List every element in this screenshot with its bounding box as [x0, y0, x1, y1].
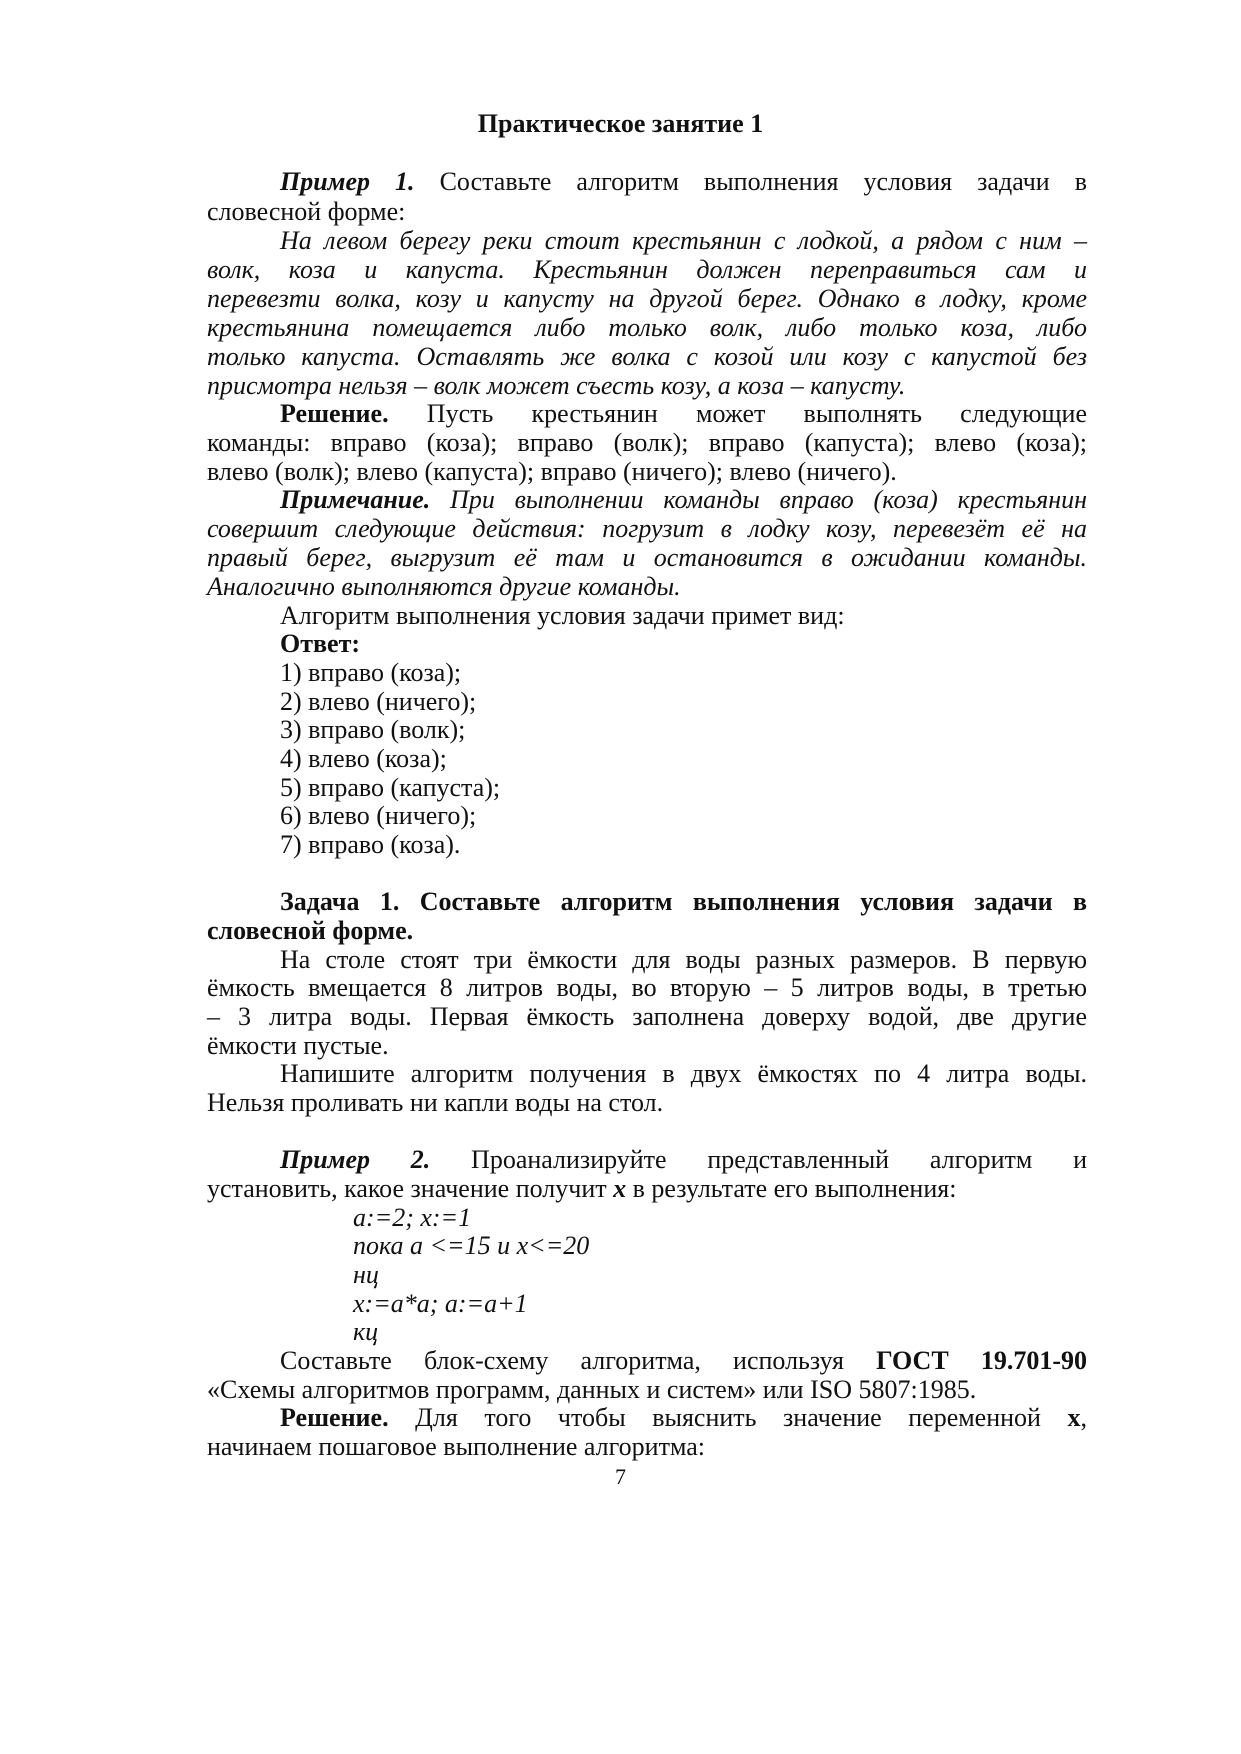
answer-item: 2) влево (ничего); [280, 687, 477, 716]
note-label: Примечание. [280, 485, 431, 514]
condition-line: только капуста. Оставлять же волка с козой или козу с капустой без [207, 342, 1087, 371]
condition-line: На левом берегу реки стоит крестьянин с лодкой, а рядом с ним – [280, 226, 1087, 255]
page-title: Практическое занятие 1 [477, 109, 764, 138]
task1-text: На столе стоят три ёмкости для воды разных размеров. В первую [280, 945, 1087, 974]
task1-text: Нельзя проливать ни капли воды на стол. [207, 1088, 664, 1117]
flowchart-instruction-cont: «Схемы алгоритмов программ, данных и систем» или ISO 5807:1985. [207, 1375, 977, 1404]
solution1-label: Решение. [280, 399, 389, 428]
note-line: Аналогично выполняются другие команды. [207, 572, 681, 601]
note-line: Примечание. При выполнении команды вправо (коза) крестьянин [280, 485, 1087, 514]
condition-line: присмотра нельзя – волк может съесть козу, а коза – капусту. [207, 371, 906, 400]
code-line: пока a <=15 и x<=20 [353, 1231, 590, 1260]
example2-intro: Пример 2. Проанализируйте представленный алгоритм и [280, 1145, 1087, 1174]
task1-text: ёмкости пустые. [207, 1031, 389, 1060]
answer-item: 5) вправо (капуста); [280, 773, 501, 802]
solution1-line: влево (волк); влево (капуста); вправо (ничего); влево (ничего). [207, 457, 897, 486]
solution2-label: Решение. [280, 1403, 389, 1432]
condition-line: крестьянина помещается либо только волк, либо только коза, либо [207, 313, 1087, 342]
code-line: кц [353, 1317, 379, 1346]
solution1-line: Решение. Пусть крестьянин может выполнять следующие [280, 399, 1087, 428]
example1-intro-cont: словесной форме: [207, 197, 406, 226]
task1-text: Напишите алгоритм получения в двух ёмкостях по 4 литра воды. [280, 1059, 1087, 1088]
task1-heading-cont: словесной форме. [207, 916, 414, 945]
note-line: правый берег, выгрузит её там и остановится в ожидании команды. [207, 543, 1087, 572]
solution1-line: команды: вправо (коза); вправо (волк); вправо (капуста); влево (коза); [207, 428, 1087, 457]
gost-reference: ГОСТ 19.701-90 [876, 1346, 1087, 1375]
condition-line: волк, коза и капуста. Крестьянин должен переправиться сам и [207, 255, 1087, 284]
answer-label: Ответ: [280, 629, 361, 658]
answer-item: 1) вправо (коза); [280, 658, 462, 687]
condition-line: перевезти волка, козу и капусту на другой берег. Однако в лодку, кроме [207, 284, 1087, 313]
task1-text: ёмкость вмещается 8 литров воды, во вторую – 5 литров воды, в третью [207, 973, 1087, 1002]
answer-item: 6) влево (ничего); [280, 801, 477, 830]
note-line: совершит следующие действия: погрузит в лодку козу, перевезёт её на [207, 514, 1087, 543]
answer-item: 3) вправо (волк); [280, 715, 466, 744]
page-number: 7 [615, 1464, 626, 1489]
flowchart-instruction: Составьте блок-схему алгоритма, используя ГОСТ 19.701-90 [280, 1346, 1087, 1375]
solution2-line: начинаем пошаговое выполнение алгоритма: [207, 1432, 705, 1461]
task1-text: – 3 литра воды. Первая ёмкость заполнена доверху водой, две другие [207, 1002, 1087, 1031]
example1-intro [280, 166, 1087, 198]
example1-text: Составьте алгоритм выполнения условия задачи в [414, 167, 1087, 196]
answer-item: 7) вправо (коза). [280, 830, 461, 859]
code-line: x:=a*a; a:=a+1 [353, 1289, 528, 1318]
example2-label: Пример 2. [280, 1145, 431, 1174]
code-line: нц [353, 1260, 379, 1289]
solution2-line: Решение. Для того чтобы выяснить значение переменной x, [280, 1403, 1087, 1432]
code-line: a:=2; x:=1 [353, 1203, 472, 1232]
task1-heading: Задача 1. Составьте алгоритм выполнения условия задачи в [280, 887, 1087, 916]
answer-item: 4) влево (коза); [280, 744, 447, 773]
algorithm-intro: Алгоритм выполнения условия задачи примет вид: [280, 601, 845, 630]
example1-label: Пример 1. [280, 167, 415, 196]
example2-intro-cont: установить, какое значение получит x в результате его выполнения: [207, 1174, 957, 1203]
